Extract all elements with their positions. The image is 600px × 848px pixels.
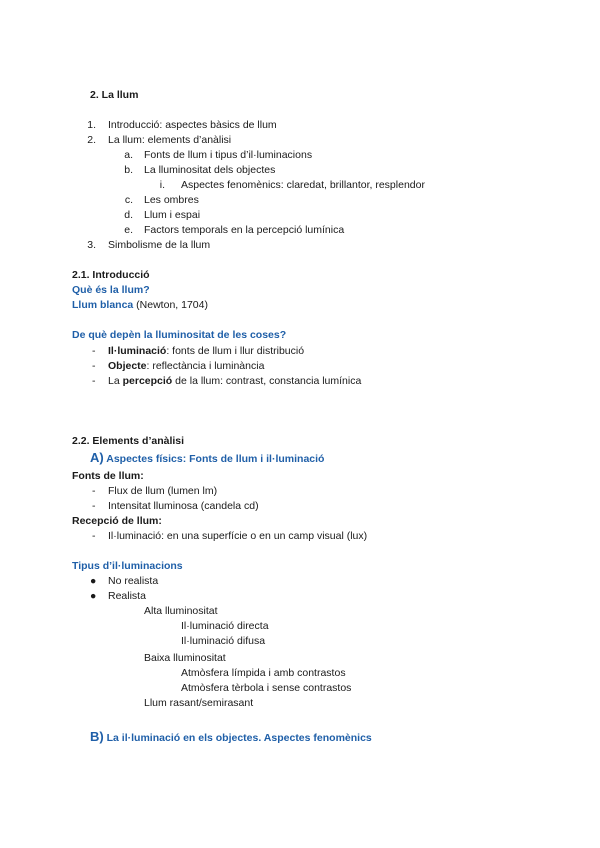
toc-number-3: 3.: [87, 239, 96, 251]
dash-marker: -: [92, 530, 96, 542]
toc-item-2e: Factors temporals en la percepció lumínica: [144, 224, 345, 236]
intro-heading: 2.1. Introducció: [72, 269, 150, 281]
white-light-term: Llum blanca: [72, 299, 134, 311]
term-illumination: Il·luminació: [108, 345, 167, 357]
text-perception-pre: La: [108, 375, 123, 387]
subsection-a-title: Aspectes físics: Fonts de llum i il·luminació: [106, 453, 325, 465]
text-perception: de la llum: contrast, constancia lumínica: [172, 375, 362, 387]
newton-reference: (Newton, 1704): [133, 299, 208, 311]
recepcio-item-lux: Il·luminació: en una superfície o en un camp visual (lux): [108, 530, 368, 542]
recepcio-label: Recepció de llum:: [72, 515, 162, 527]
fonts-item-intensity: Intensitat lluminosa (candela cd): [108, 500, 259, 512]
toc-letter-d: d.: [124, 209, 133, 221]
depends-item-perception: [108, 375, 361, 388]
toc-item-2b: La lluminositat dels objectes: [144, 164, 276, 176]
term-perception: percepció: [122, 375, 173, 387]
depends-item-illumination: [108, 345, 304, 358]
bullet-marker: ●: [90, 575, 97, 587]
subsection-a-heading: [90, 451, 324, 466]
tipus-heading: Tipus d’il·luminacions: [72, 560, 183, 572]
toc-roman-i: i.: [159, 179, 165, 191]
dash-marker: -: [92, 485, 96, 497]
toc-number-1: 1.: [87, 119, 96, 131]
section-title: 2. La llum: [90, 89, 139, 101]
toc-item-2d: Llum i espai: [144, 209, 201, 221]
baixa-lluminositat: Baixa lluminositat: [144, 652, 226, 664]
subsection-b-letter: B): [90, 729, 104, 744]
dash-marker: -: [92, 360, 96, 372]
toc-item-2: La llum: elements d’anàlisi: [108, 134, 232, 146]
toc-letter-a: a.: [124, 149, 133, 161]
depends-heading: De què depèn la lluminositat de les coses?: [72, 329, 287, 341]
intro-question: Què és la llum?: [72, 284, 150, 296]
fonts-item-flux: Flux de llum (lumen lm): [108, 485, 218, 497]
alta-lluminositat: Alta lluminositat: [144, 605, 218, 617]
text-object: : reflectància i luminància: [146, 360, 265, 372]
white-light-line: [72, 299, 208, 312]
tipus-realista: Realista: [108, 590, 146, 602]
toc-item-3: Simbolisme de la llum: [108, 239, 211, 251]
toc-number-2: 2.: [87, 134, 96, 146]
dash-marker: -: [92, 500, 96, 512]
toc-item-2bi: Aspectes fenomènics: claredat, brillantor, resplendor: [181, 179, 425, 191]
illuminacio-difusa: Il·luminació difusa: [181, 635, 266, 647]
dash-marker: -: [92, 345, 96, 357]
illuminacio-directa: Il·luminació directa: [181, 620, 269, 632]
toc-letter-e: e.: [124, 224, 133, 236]
bullet-marker: ●: [90, 590, 97, 602]
toc-item-2a: Fonts de llum i tipus d’il·luminacions: [144, 149, 313, 161]
atmosfera-terbola: Atmòsfera tèrbola i sense contrastos: [181, 682, 352, 694]
term-object: Objecte: [108, 360, 147, 372]
toc-item-1: Introducció: aspectes bàsics de llum: [108, 119, 277, 131]
subsection-b-heading: [90, 730, 372, 745]
toc-letter-c: c.: [124, 194, 133, 206]
text-illumination: : fonts de llum i llur distribució: [166, 345, 305, 357]
toc-letter-b: b.: [124, 164, 133, 176]
tipus-no-realista: No realista: [108, 575, 159, 587]
subsection-a-letter: A): [90, 450, 104, 465]
toc-item-2c: Les ombres: [144, 194, 199, 206]
elements-heading: 2.2. Elements d’anàlisi: [72, 435, 185, 447]
atmosfera-limpida: Atmòsfera límpida i amb contrastos: [181, 667, 346, 679]
fonts-label: Fonts de llum:: [72, 470, 144, 482]
depends-item-object: [108, 360, 264, 373]
llum-rasant: Llum rasant/semirasant: [144, 697, 254, 709]
dash-marker: -: [92, 375, 96, 387]
subsection-b-title: La il·luminació en els objectes. Aspectes fenomènics: [106, 732, 372, 744]
